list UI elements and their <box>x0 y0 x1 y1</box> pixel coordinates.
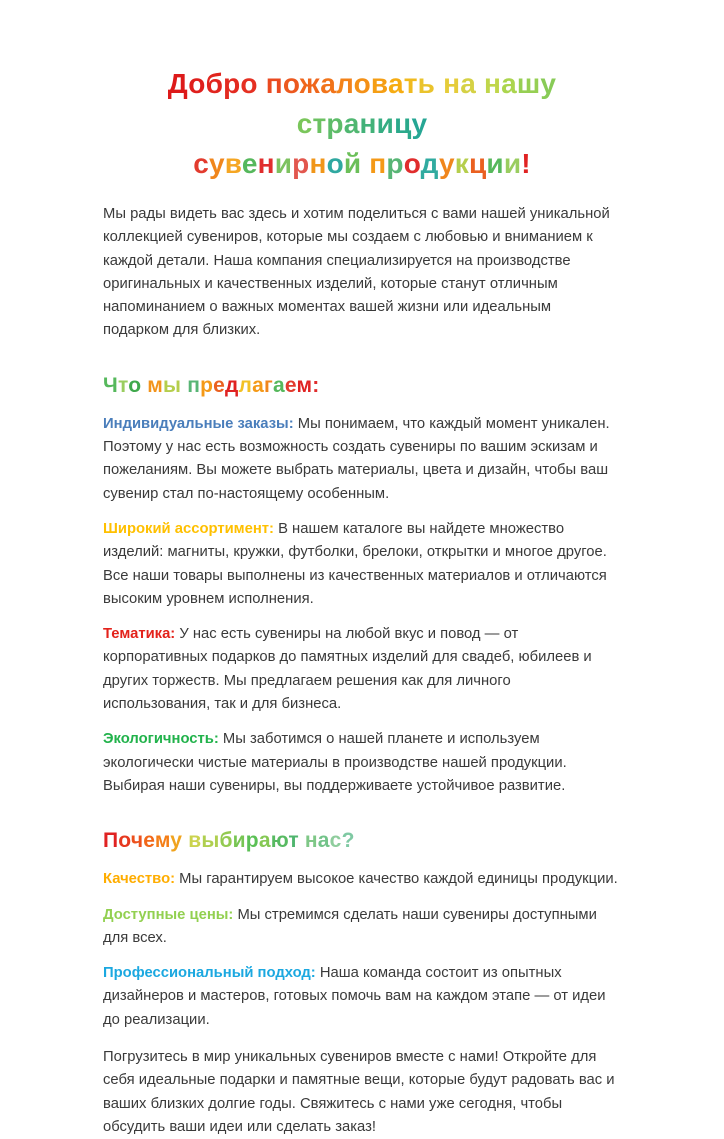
title-line-1: Добро пожаловать на нашу страницу <box>167 68 557 139</box>
reason-item-quality <box>103 868 621 891</box>
feature-item-custom-orders <box>103 413 621 506</box>
section-heading-why-us: Почему выбирают нас? <box>103 829 355 853</box>
feature-label: Широкий ассортимент: <box>103 520 274 537</box>
feature-text: Мы заботимся о нашей планете и используем экологически чистые материалы в производстве нашей продукции. Выбирая наши сувениры, вы поддерживаете устойчивое развитие. <box>103 731 567 794</box>
page-title <box>103 64 621 184</box>
reason-text: Наша команда состоит из опытных дизайнеров и мастеров, готовых помочь вам на каждом этапе — от идеи до реализации. <box>103 965 606 1028</box>
feature-item-wide-range <box>103 518 621 611</box>
reason-text: Мы гарантируем высокое качество каждой единицы продукции. <box>179 871 618 888</box>
feature-label: Индивидуальные заказы: <box>103 415 294 432</box>
feature-item-eco <box>103 728 621 798</box>
feature-label: Тематика: <box>103 626 176 643</box>
title-line-2: сувенирной продукции! <box>193 148 531 179</box>
reason-text: Мы стремимся сделать наши сувениры доступными для всех. <box>103 906 597 946</box>
feature-text: Мы понимаем, что каждый момент уникален. Поэтому у нас есть возможность создать сувениры по вашим эскизам и пожеланиям. Вы можете выбрать материалы, цвета и дизайн, чтобы ваш сувенир стал по-настоящему особенным. <box>103 415 610 502</box>
reason-label: Качество: <box>103 871 176 888</box>
reason-label: Доступные цены: <box>103 906 234 923</box>
feature-label: Экологичность: <box>103 731 219 748</box>
feature-text: В нашем каталоге вы найдете множество изделий: магниты, кружки, футболки, брелоки, открытки и многое другое. Все наши товары выполнены из качественных материалов и отличаются высоким уровнем исполнения. <box>103 520 607 607</box>
feature-text: У нас есть сувениры на любой вкус и повод — от корпоративных подарков до памятных изделий для свадеб, юбилеев и других торжеств. Мы предлагаем решения как для личного использования, так и для бизнеса. <box>103 626 592 713</box>
outro-paragraph: Погрузитесь в мир уникальных сувениров вместе с нами! Откройте для себя идеальные подарки и памятные вещи, которые будут радовать вас и ваших близких долгие годы. Свяжитесь с нами уже сегодня, чтобы обсудить ваши идеи или сделать заказ! <box>103 1049 615 1135</box>
reason-label: Профессиональный подход: <box>103 965 316 982</box>
reason-item-professional <box>103 962 621 1032</box>
reason-item-prices <box>103 904 621 951</box>
intro-paragraph: Мы рады видеть вас здесь и хотим поделиться с вами нашей уникальной коллекцией сувениров, которые мы создаем с любовью и вниманием к каждой детали. Наша компания специализируется на производстве оригинальных и качественных изделий, которые станут отличным напоминанием о важных моментах вашей жизни или идеальным подарком для близких. <box>103 206 610 339</box>
feature-item-themes <box>103 623 621 716</box>
section-heading-offers: Что мы предлагаем: <box>103 373 320 397</box>
